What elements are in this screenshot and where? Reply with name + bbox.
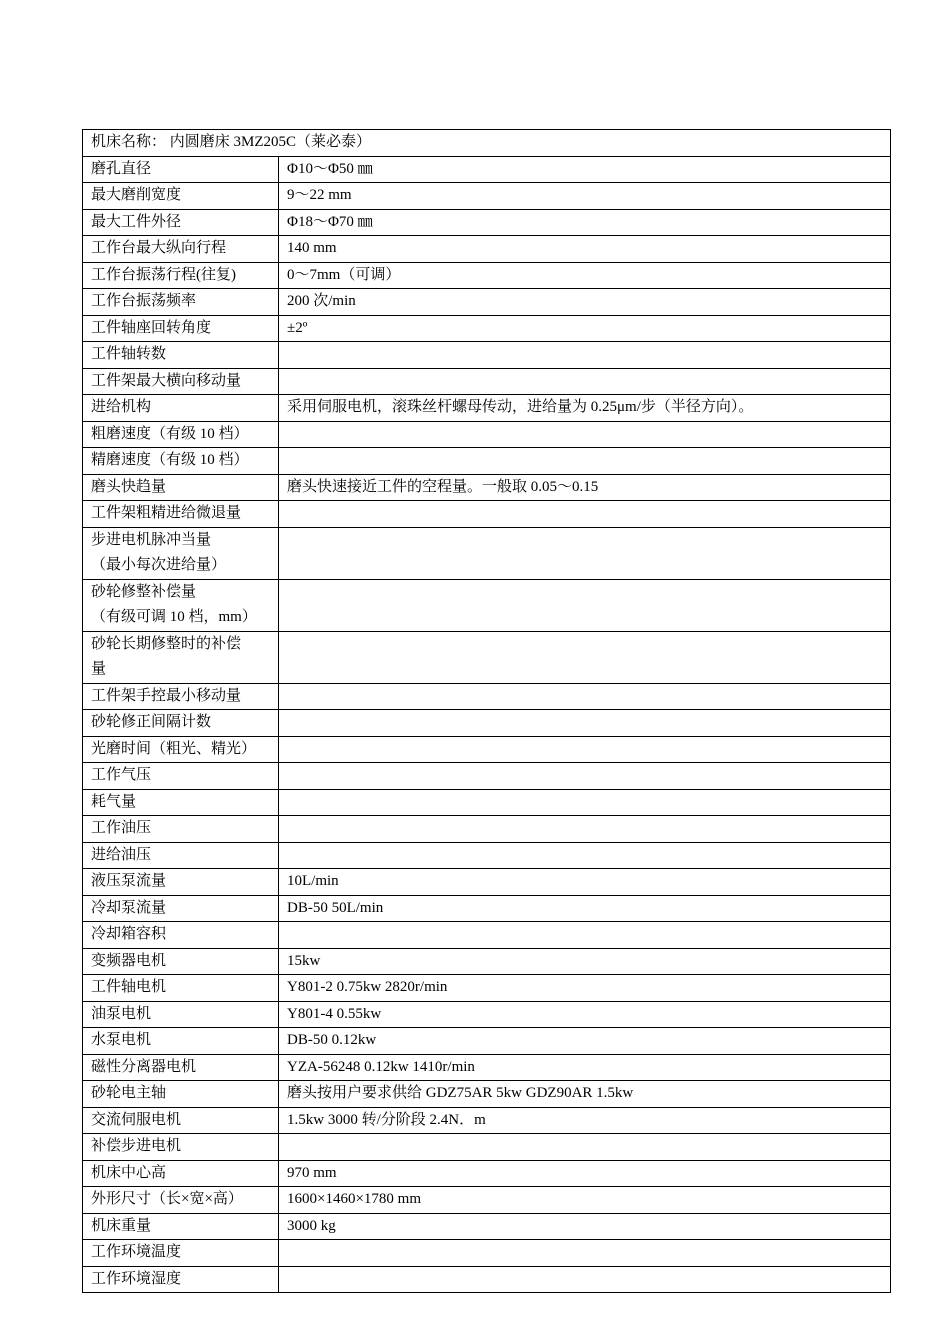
- spec-label-line: 油泵电机: [91, 1005, 152, 1022]
- spec-label: [83, 922, 279, 949]
- spec-row: [83, 1054, 891, 1081]
- spec-label-line: 量: [91, 661, 107, 677]
- spec-label: [83, 368, 279, 395]
- spec-label-line: 水泵电机: [91, 1032, 152, 1048]
- spec-label: [83, 236, 279, 263]
- spec-row: [83, 315, 891, 342]
- spec-label-line: 交流伺服电机: [91, 1111, 182, 1128]
- spec-label: [83, 1081, 279, 1108]
- spec-label-line: 工件轴电机: [91, 979, 167, 995]
- spec-label: [83, 789, 279, 816]
- spec-label: [83, 736, 279, 763]
- spec-sheet: [82, 129, 891, 1293]
- spec-label-line: 进给油压: [91, 846, 152, 863]
- spec-label-line: 砂轮电主轴: [91, 1085, 167, 1101]
- spec-value: 140 mm: [279, 236, 891, 263]
- spec-label: [83, 315, 279, 342]
- spec-value: 15kw: [279, 948, 891, 975]
- spec-row: [83, 631, 891, 683]
- spec-label-line: 进给机构: [91, 399, 152, 415]
- spec-row: [83, 395, 891, 422]
- spec-row: [83, 1266, 891, 1293]
- spec-value: [279, 683, 891, 710]
- spec-label-line: 磁性分离器电机: [91, 1058, 197, 1075]
- spec-value: 3000 kg: [279, 1213, 891, 1240]
- spec-row: [83, 527, 891, 579]
- spec-table: [82, 129, 891, 1293]
- spec-row: [83, 262, 891, 289]
- spec-row: [83, 368, 891, 395]
- spec-value: ±2º: [279, 315, 891, 342]
- spec-row: [83, 474, 891, 501]
- spec-row: [83, 842, 891, 869]
- spec-row: [83, 922, 891, 949]
- spec-label: [83, 1266, 279, 1293]
- spec-label: [83, 395, 279, 422]
- spec-value: [279, 710, 891, 737]
- spec-label: [83, 183, 279, 210]
- spec-row: [83, 501, 891, 528]
- spec-label: [83, 1187, 279, 1214]
- spec-row: [83, 1213, 891, 1240]
- spec-label: [83, 948, 279, 975]
- spec-label: [83, 501, 279, 528]
- spec-row: [83, 763, 891, 790]
- spec-value: DB-50 0.12kw: [279, 1028, 891, 1055]
- spec-label-line: 外形尺寸（长×宽×高）: [91, 1191, 243, 1207]
- spec-label: [83, 474, 279, 501]
- spec-label-line: 补偿步进电机: [91, 1138, 182, 1154]
- spec-row: [83, 1081, 891, 1108]
- spec-row: [83, 975, 891, 1002]
- spec-label-line: 工件轴座回转角度: [91, 319, 212, 336]
- spec-row: [83, 289, 891, 316]
- spec-label-line: 液压泵流量: [91, 873, 167, 889]
- spec-value: [279, 736, 891, 763]
- spec-value: [279, 763, 891, 790]
- spec-label-line: 砂轮修整补偿量: [91, 583, 197, 600]
- spec-value: [279, 816, 891, 843]
- spec-value: 0～7mm（可调）: [279, 262, 891, 289]
- spec-label: [83, 895, 279, 922]
- spec-row: [83, 579, 891, 631]
- spec-value: [279, 631, 891, 683]
- spec-label-line: 砂轮修正间隔计数: [91, 714, 212, 730]
- spec-label: [83, 1160, 279, 1187]
- spec-label: [83, 1240, 279, 1267]
- spec-row: [83, 421, 891, 448]
- spec-row: [83, 683, 891, 710]
- spec-label: [83, 1028, 279, 1055]
- spec-label-line: 最大磨削宽度: [91, 187, 182, 203]
- spec-row: [83, 1028, 891, 1055]
- spec-value: [279, 421, 891, 448]
- spec-value: Φ10～Φ50 ㎜: [279, 156, 891, 183]
- spec-value: [279, 842, 891, 869]
- spec-row: [83, 342, 891, 369]
- spec-row: [83, 948, 891, 975]
- spec-row: [83, 156, 891, 183]
- spec-row: [83, 1240, 891, 1267]
- spec-label-line: 机床重量: [91, 1217, 152, 1234]
- spec-label: [83, 421, 279, 448]
- spec-label-line: 工作环境温度: [91, 1244, 182, 1260]
- spec-row: [83, 448, 891, 475]
- spec-value: [279, 1240, 891, 1267]
- spec-label-line: 工作油压: [91, 820, 152, 836]
- spec-value: DB-50 50L/min: [279, 895, 891, 922]
- spec-label-line: 工作气压: [91, 767, 152, 783]
- spec-label-line: 工件架粗精进给微退量: [91, 505, 242, 521]
- spec-label-line: 冷却泵流量: [91, 899, 167, 916]
- spec-label-line: 粗磨速度（有级 10 档）: [91, 425, 249, 442]
- spec-row: [83, 789, 891, 816]
- spec-label-line: 步进电机脉冲当量: [91, 531, 212, 548]
- spec-label-line: 最大工件外径: [91, 213, 182, 230]
- spec-label-line: （最小每次进给量）: [91, 557, 227, 573]
- machine-name: 机床名称： 内圆磨床 3MZ205C（莱必泰）: [83, 130, 891, 157]
- spec-label: [83, 527, 279, 579]
- spec-label-line: 磨孔直径: [91, 160, 152, 177]
- spec-label: [83, 683, 279, 710]
- spec-value: [279, 501, 891, 528]
- spec-label-line: 变频器电机: [91, 952, 167, 969]
- spec-row: [83, 1001, 891, 1028]
- spec-label-line: 工件轴转数: [91, 346, 167, 362]
- spec-label-line: 工作环境湿度: [91, 1270, 182, 1287]
- spec-label: [83, 1001, 279, 1028]
- spec-label: [83, 1054, 279, 1081]
- title-row: [83, 130, 891, 157]
- spec-value: 970 mm: [279, 1160, 891, 1187]
- spec-row: [83, 1134, 891, 1161]
- spec-row: [83, 1187, 891, 1214]
- spec-row: [83, 710, 891, 737]
- spec-value: YZA-56248 0.12kw 1410r/min: [279, 1054, 891, 1081]
- spec-row: [83, 1107, 891, 1134]
- spec-label-line: 精磨速度（有级 10 档）: [91, 452, 249, 468]
- spec-value: [279, 922, 891, 949]
- spec-row: [83, 1160, 891, 1187]
- spec-label: [83, 289, 279, 316]
- spec-label: [83, 816, 279, 843]
- spec-value: [279, 1134, 891, 1161]
- spec-label: [83, 209, 279, 236]
- spec-row: [83, 209, 891, 236]
- spec-value: [279, 527, 891, 579]
- spec-label: [83, 156, 279, 183]
- spec-label-line: 机床中心高: [91, 1164, 167, 1181]
- spec-label: [83, 262, 279, 289]
- spec-label-line: （有级可调 10 档，mm）: [91, 609, 257, 625]
- spec-label-line: 工作台最大纵向行程: [91, 240, 227, 256]
- spec-row: [83, 869, 891, 896]
- spec-label: [83, 763, 279, 790]
- spec-label-line: 砂轮长期修整时的补偿: [91, 635, 242, 652]
- spec-label: [83, 448, 279, 475]
- spec-value: [279, 342, 891, 369]
- spec-value: 10L/min: [279, 869, 891, 896]
- spec-label: [83, 1134, 279, 1161]
- spec-value: Y801-2 0.75kw 2820r/min: [279, 975, 891, 1002]
- spec-label: [83, 1213, 279, 1240]
- spec-value: [279, 789, 891, 816]
- spec-label: [83, 631, 279, 683]
- spec-value: 采用伺服电机，滚珠丝杆螺母传动，进给量为 0.25μm/步（半径方向）。: [279, 395, 891, 422]
- spec-value: 1.5kw 3000 转/分阶段 2.4N．m: [279, 1107, 891, 1134]
- spec-value: [279, 579, 891, 631]
- spec-value: [279, 448, 891, 475]
- spec-label-line: 工件架手控最小移动量: [91, 687, 242, 704]
- spec-row: [83, 736, 891, 763]
- spec-label: [83, 579, 279, 631]
- spec-label: [83, 1107, 279, 1134]
- spec-value: [279, 368, 891, 395]
- spec-value: 磨头按用户要求供给 GDZ75AR 5kw GDZ90AR 1.5kw: [279, 1081, 891, 1108]
- spec-label-line: 工作台振荡频率: [91, 293, 197, 309]
- spec-value: 1600×1460×1780 mm: [279, 1187, 891, 1214]
- spec-row: [83, 895, 891, 922]
- spec-label: [83, 975, 279, 1002]
- spec-label-line: 冷却箱容积: [91, 926, 167, 942]
- spec-value: 200 次/min: [279, 289, 891, 316]
- spec-row: [83, 236, 891, 263]
- spec-label: [83, 342, 279, 369]
- spec-value: 磨头快速接近工件的空程量。一般取 0.05～0.15: [279, 474, 891, 501]
- spec-label-line: 光磨时间（粗光、精光）: [91, 740, 257, 757]
- spec-label: [83, 710, 279, 737]
- spec-label-line: 耗气量: [91, 793, 137, 810]
- spec-row: [83, 816, 891, 843]
- spec-value: [279, 1266, 891, 1293]
- spec-value: 9～22 mm: [279, 183, 891, 210]
- spec-label: [83, 869, 279, 896]
- spec-value: Φ18～Φ70 ㎜: [279, 209, 891, 236]
- spec-label-line: 磨头快趋量: [91, 478, 167, 495]
- spec-value: Y801-4 0.55kw: [279, 1001, 891, 1028]
- spec-row: [83, 183, 891, 210]
- spec-label-line: 工件架最大横向移动量: [91, 372, 242, 389]
- spec-label: [83, 842, 279, 869]
- spec-label-line: 工作台振荡行程(往复): [91, 266, 236, 283]
